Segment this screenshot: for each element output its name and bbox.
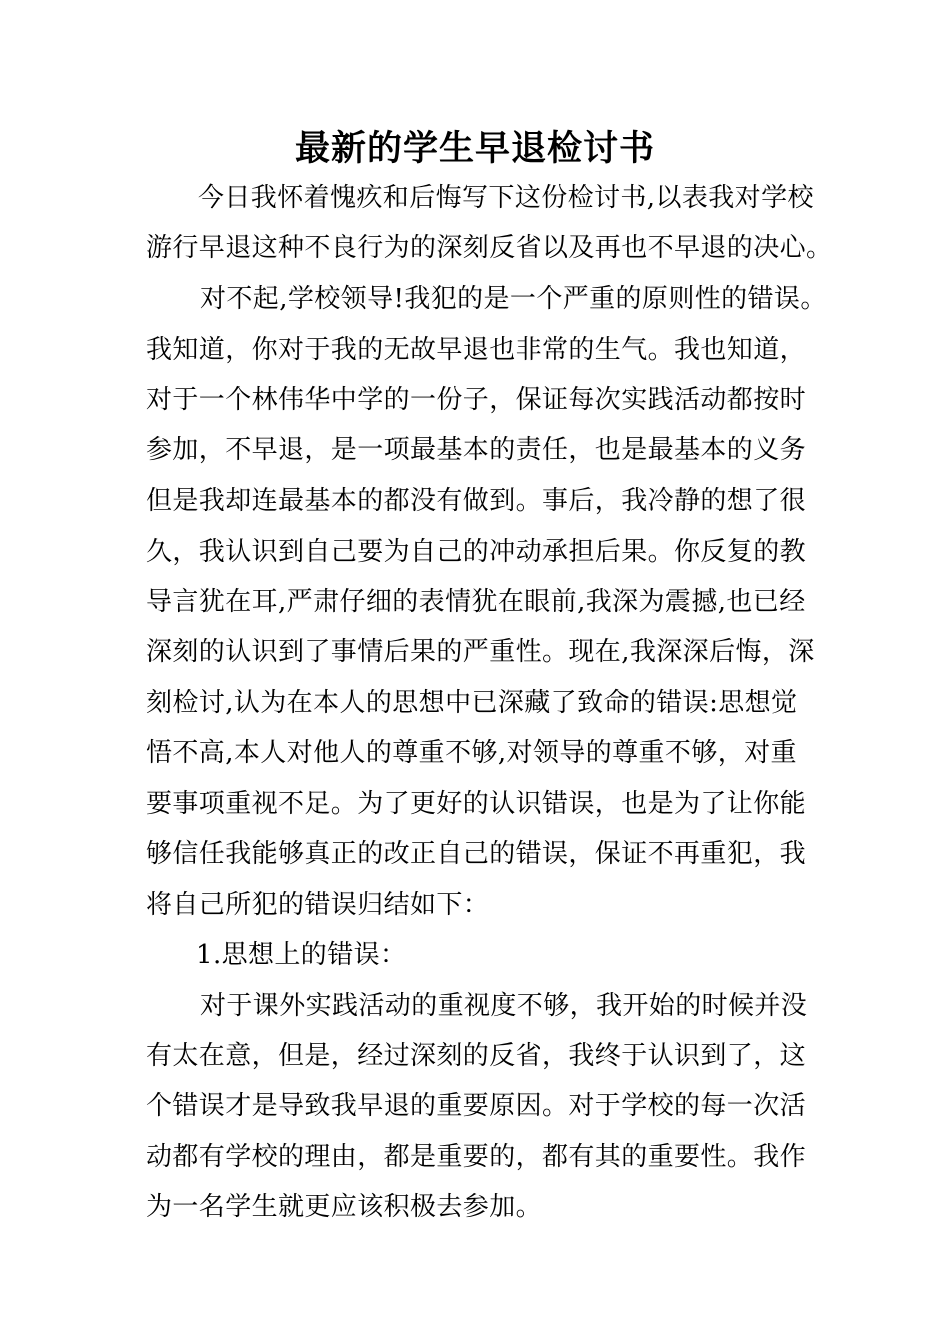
body-line: 对于一个林伟华中学的一份子，保证每次实践活动都按时 bbox=[146, 385, 807, 415]
body-line: 对于课外实践活动的重视度不够，我开始的时候并没 bbox=[200, 991, 808, 1021]
body-line: 今日我怀着愧疚和后悔写下这份检讨书,以表我对学校 bbox=[198, 183, 814, 213]
body-line: 导言犹在耳,严肃仔细的表情犹在眼前,我深为震撼,也已经 bbox=[146, 587, 806, 617]
body-line: 将自己所犯的错误归结如下： bbox=[146, 890, 490, 920]
body-line: 够信任我能够真正的改正自己的错误，保证不再重犯，我 bbox=[146, 839, 807, 869]
body-line: 但是我却连最基本的都没有做到。事后，我冷静的想了很 bbox=[146, 486, 807, 516]
body-line: 深刻的认识到了事情后果的严重性。现在,我深深后悔，深 bbox=[146, 637, 815, 667]
body-line: 悟不高,本人对他人的尊重不够,对领导的尊重不够，对重 bbox=[146, 738, 797, 768]
body-line: 对不起,学校领导!我犯的是一个严重的原则性的错误。 bbox=[200, 284, 827, 314]
body-line: 参加，不早退，是一项最基本的责任，也是最基本的义务 bbox=[146, 435, 807, 465]
document-title: 最新的学生早退检讨书 bbox=[294, 128, 655, 169]
body-line: 游行早退这种不良行为的深刻反省以及再也不早退的决心。 bbox=[146, 233, 833, 263]
body-line: 要事项重视不足。为了更好的认识错误，也是为了让你能 bbox=[146, 789, 807, 819]
body-line: 我知道，你对于我的无故早退也非常的生气。我也知道， bbox=[146, 335, 807, 365]
body-line: 久，我认识到自己要为自己的冲动承担后果。你反复的教 bbox=[146, 537, 807, 567]
body-line: 为一名学生就更应该积极去参加。 bbox=[146, 1192, 543, 1222]
body-line: 动都有学校的理由，都是重要的，都有其的重要性。我作 bbox=[146, 1142, 807, 1172]
body-line: 有太在意，但是，经过深刻的反省，我终于认识到了，这 bbox=[146, 1041, 807, 1071]
section-heading: 1.思想上的错误： bbox=[196, 940, 407, 970]
body-line: 刻检讨,认为在本人的思想中已深藏了致命的错误:思想觉 bbox=[146, 688, 798, 718]
body-line: 个错误才是导致我早退的重要原因。对于学校的每一次活 bbox=[146, 1091, 807, 1121]
